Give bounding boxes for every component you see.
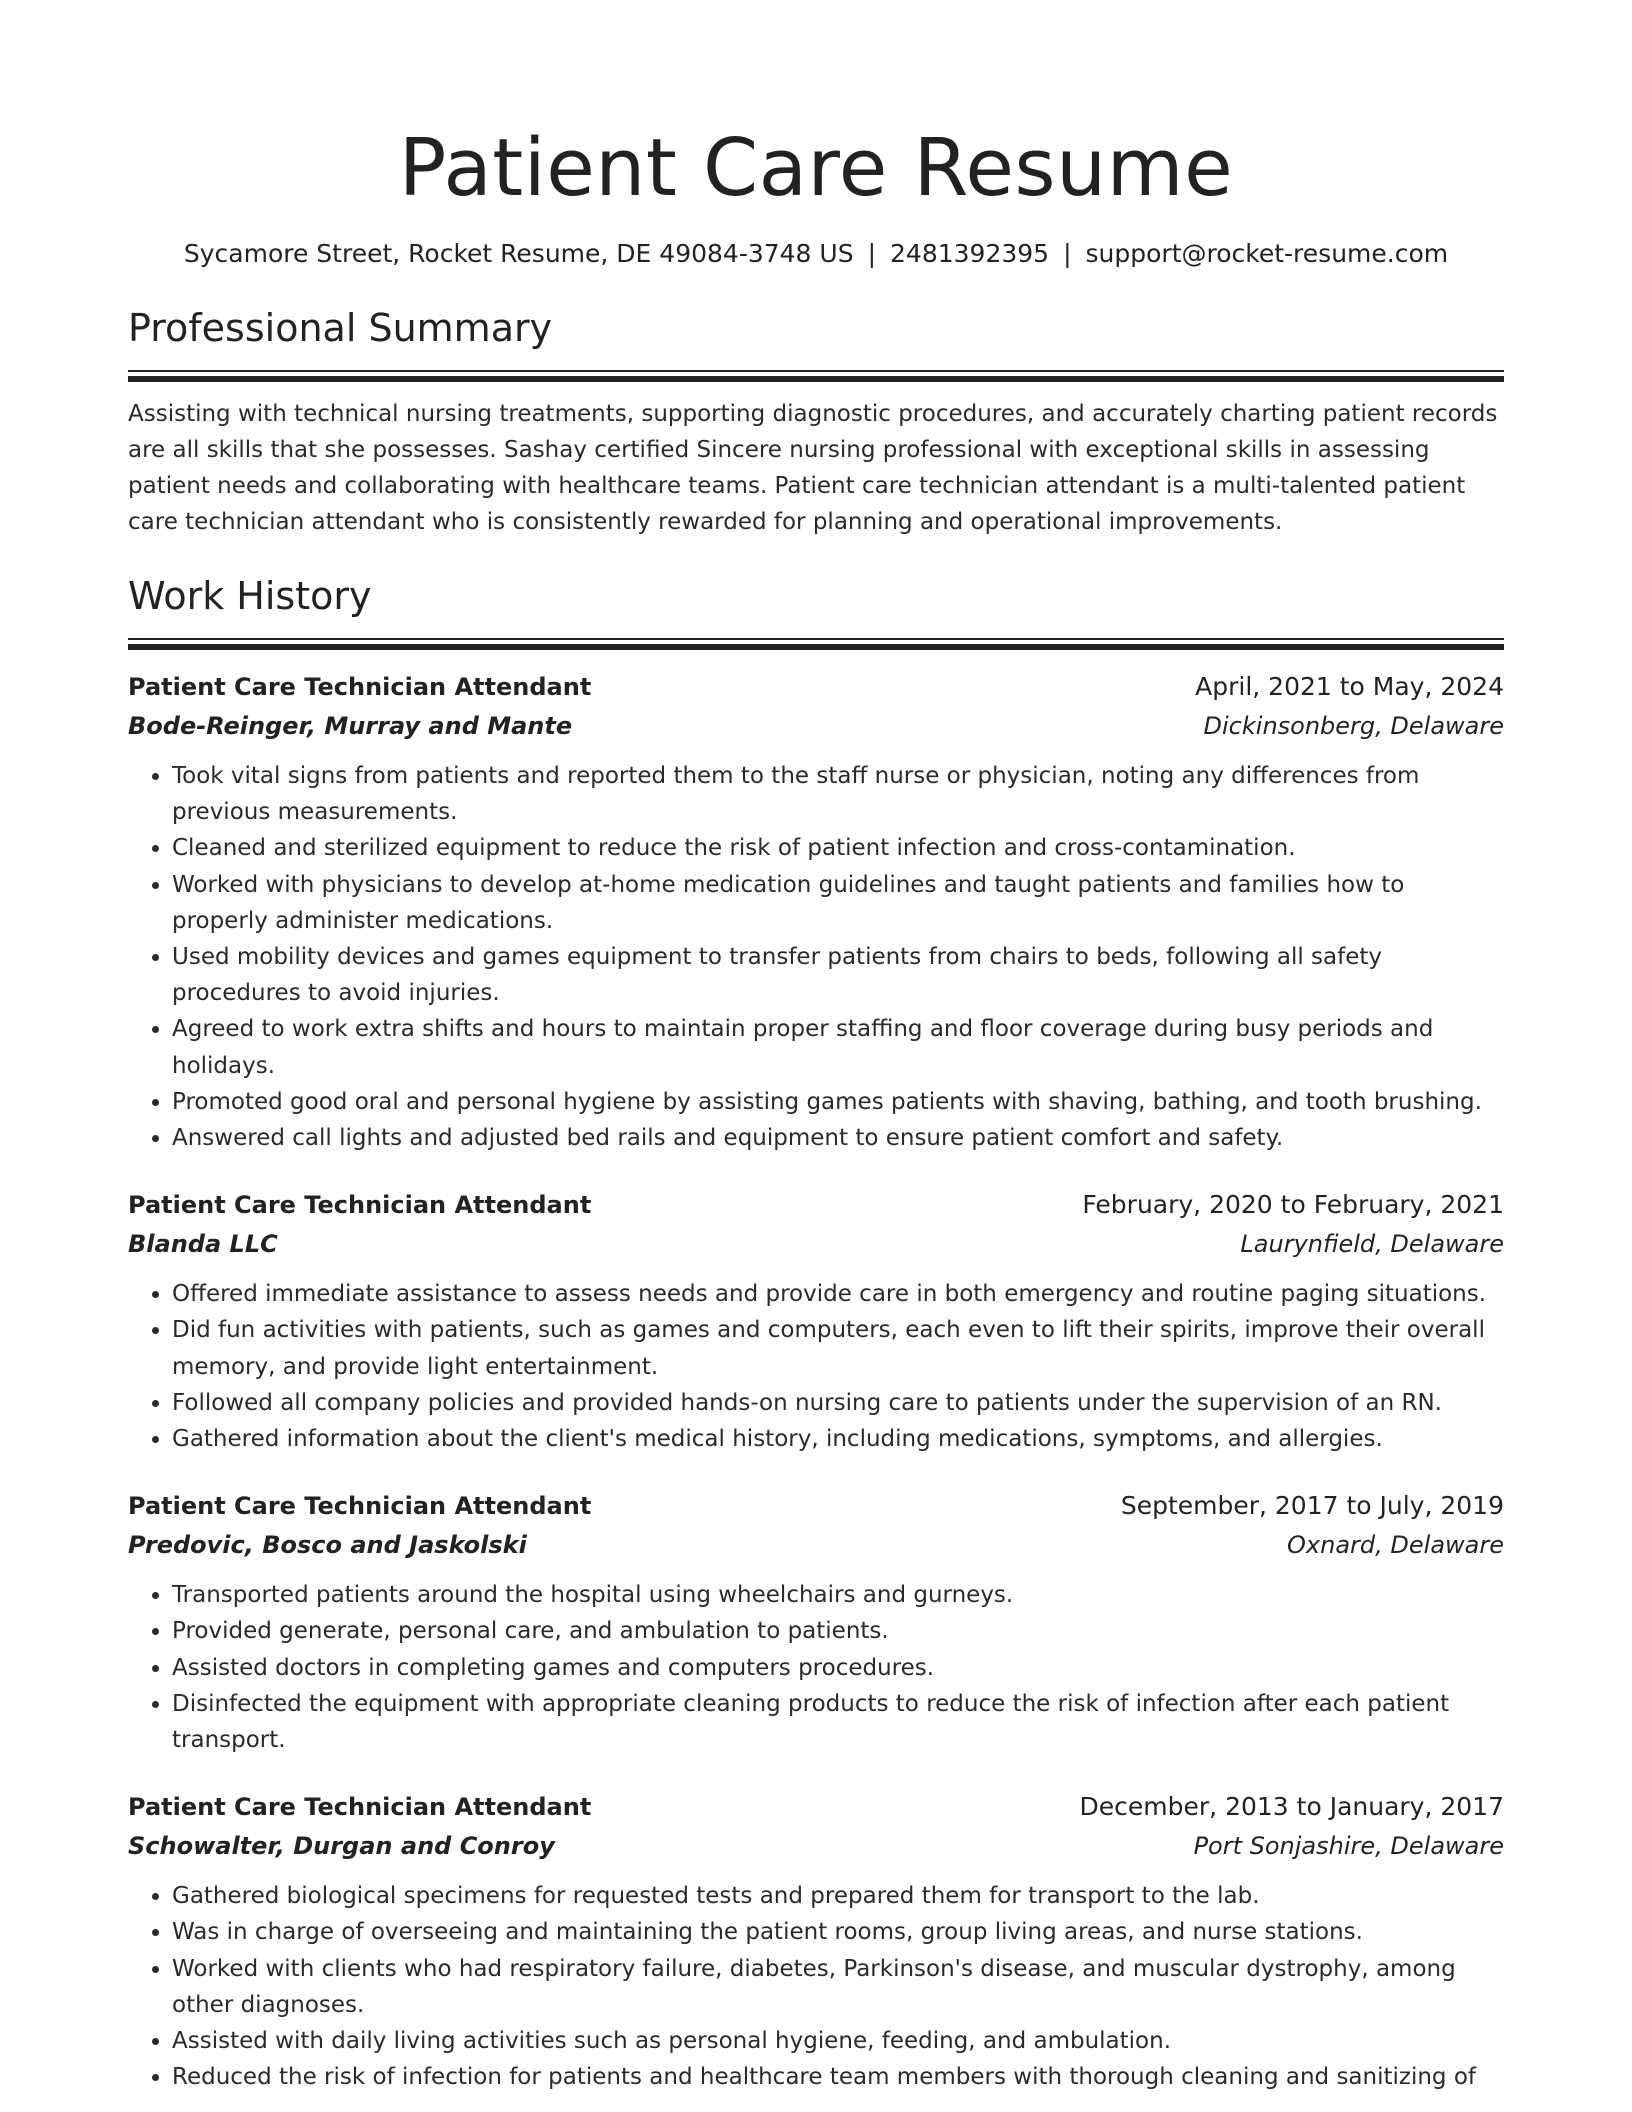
contact-separator: | xyxy=(867,239,877,268)
job-bullet: • Reduced the risk of infection for patients and healthcare team members with thorough cleaning and sanitizing of xyxy=(172,2059,1504,2095)
job-location: Dickinsonberg, Delaware xyxy=(1203,712,1504,740)
job-bullet: • Was in charge of overseeing and maintaining the patient rooms, group living areas, and nurse stations. xyxy=(172,1914,1504,1950)
job-title: Patient Care Technician Attendant xyxy=(128,1191,592,1220)
job-bullet-list xyxy=(128,758,1504,1156)
job-company: Bode-Reinger, Murray and Mante xyxy=(128,712,573,740)
job-bullet: • Answered call lights and adjusted bed rails and equipment to ensure patient comfort and safety. xyxy=(172,1120,1504,1156)
job-header-row xyxy=(128,1487,1504,1525)
job-company-row xyxy=(128,1826,1504,1866)
job-bullet: • Worked with clients who had respiratory failure, diabetes, Parkinson's disease, and muscular dystrophy, among other diagnoses. xyxy=(172,1951,1504,2023)
job-list xyxy=(128,668,1504,2095)
job-bullet-list xyxy=(128,1878,1504,2095)
job-title: Patient Care Technician Attendant xyxy=(128,673,592,701)
job-dates: December, 2013 to January, 2017 xyxy=(1079,1792,1504,1822)
job-entry xyxy=(128,1487,1504,1758)
job-title: Patient Care Technician Attendant xyxy=(128,1492,592,1521)
summary-text: Assisting with technical nursing treatments, supporting diagnostic procedures, and accurately charting patient records are all skills that she possesses. Sashay certified Sincere nursing professional with exceptional skills in assessing patient needs and collaborating with healthcare teams. Patient care technician attendant is a multi-talented patient care technician attendant who is consistently rewarded for planning and operational improvements. xyxy=(128,401,1498,535)
job-bullet: • Gathered biological specimens for requested tests and prepared them for transport to the lab. xyxy=(172,1878,1504,1914)
job-location: Oxnard, Delaware xyxy=(1287,1531,1504,1560)
contact-email[interactable]: support@rocket-resume.com xyxy=(1085,239,1449,268)
job-header-row xyxy=(128,1788,1504,1826)
job-entry xyxy=(128,1186,1504,1457)
job-location: Laurynfield, Delaware xyxy=(1240,1230,1504,1259)
job-entry xyxy=(128,1788,1504,2095)
job-bullet: • Cleaned and sterilized equipment to reduce the risk of patient infection and cross-contamination. xyxy=(172,830,1504,866)
section-divider xyxy=(128,638,1504,650)
job-bullet: • Provided generate, personal care, and ambulation to patients. xyxy=(172,1613,1504,1649)
job-bullet: • Took vital signs from patients and reported them to the staff nurse or physician, noting any differences from previous measurements. xyxy=(172,758,1504,830)
job-header-row xyxy=(128,1186,1504,1224)
job-bullet: • Transported patients around the hospital using wheelchairs and gurneys. xyxy=(172,1577,1504,1613)
job-bullet: • Offered immediate assistance to assess needs and provide care in both emergency and routine paging situations. xyxy=(172,1276,1504,1312)
summary-section xyxy=(128,304,1504,540)
job-bullet: • Followed all company policies and provided hands-on nursing care to patients under the supervision of an RN. xyxy=(172,1385,1504,1421)
contact-phone: 2481392395 xyxy=(890,239,1050,268)
job-bullet-list xyxy=(128,1577,1504,1758)
job-bullet: • Worked with physicians to develop at-home medication guidelines and taught patients and families how to properly administer medications. xyxy=(172,867,1504,939)
job-bullet: • Agreed to work extra shifts and hours to maintain proper staffing and floor coverage during busy periods and holidays. xyxy=(172,1011,1504,1083)
contact-line xyxy=(128,238,1504,270)
job-bullet: • Disinfected the equipment with appropriate cleaning products to reduce the risk of infection after each patient transport. xyxy=(172,1686,1504,1758)
job-bullet: • Promoted good oral and personal hygiene by assisting games patients with shaving, bathing, and tooth brushing. xyxy=(172,1084,1504,1120)
job-dates: September, 2017 to July, 2019 xyxy=(1120,1491,1504,1521)
resume-title: Patient Care Resume xyxy=(398,122,1234,214)
job-dates: February, 2020 to February, 2021 xyxy=(1082,1190,1504,1220)
job-location: Port Sonjashire, Delaware xyxy=(1193,1832,1504,1861)
job-bullet: • Used mobility devices and games equipment to transfer patients from chairs to beds, following all safety procedures to avoid injuries. xyxy=(172,939,1504,1011)
work-history-heading: Work History xyxy=(128,574,372,618)
summary-heading: Professional Summary xyxy=(128,306,553,350)
job-bullet: • Assisted with daily living activities such as personal hygiene, feeding, and ambulation. xyxy=(172,2023,1504,2059)
job-title: Patient Care Technician Attendant xyxy=(128,1793,592,1822)
job-company: Blanda LLC xyxy=(128,1230,278,1259)
work-history-section xyxy=(128,572,1504,2095)
job-company-row xyxy=(128,1224,1504,1264)
job-entry xyxy=(128,668,1504,1156)
job-bullet: • Assisted doctors in completing games and computers procedures. xyxy=(172,1650,1504,1686)
job-bullet: • Gathered information about the client's medical history, including medications, symptoms, and allergies. xyxy=(172,1421,1504,1457)
job-company: Predovic, Bosco and Jaskolski xyxy=(128,1531,527,1560)
job-bullet: • Did fun activities with patients, such as games and computers, each even to lift their spirits, improve their overall memory, and provide light entertainment. xyxy=(172,1312,1504,1384)
job-company: Schowalter, Durgan and Conroy xyxy=(128,1832,555,1861)
resume-content xyxy=(128,118,1504,2095)
job-company-row xyxy=(128,1525,1504,1565)
contact-address: Sycamore Street, Rocket Resume, DE 49084-3748 US xyxy=(183,239,854,268)
contact-separator: | xyxy=(1063,239,1072,268)
job-dates: April, 2021 to May, 2024 xyxy=(1195,672,1504,701)
job-bullet-list xyxy=(128,1276,1504,1457)
job-header-row xyxy=(128,668,1504,706)
job-company-row xyxy=(128,706,1504,746)
section-divider xyxy=(128,370,1504,382)
